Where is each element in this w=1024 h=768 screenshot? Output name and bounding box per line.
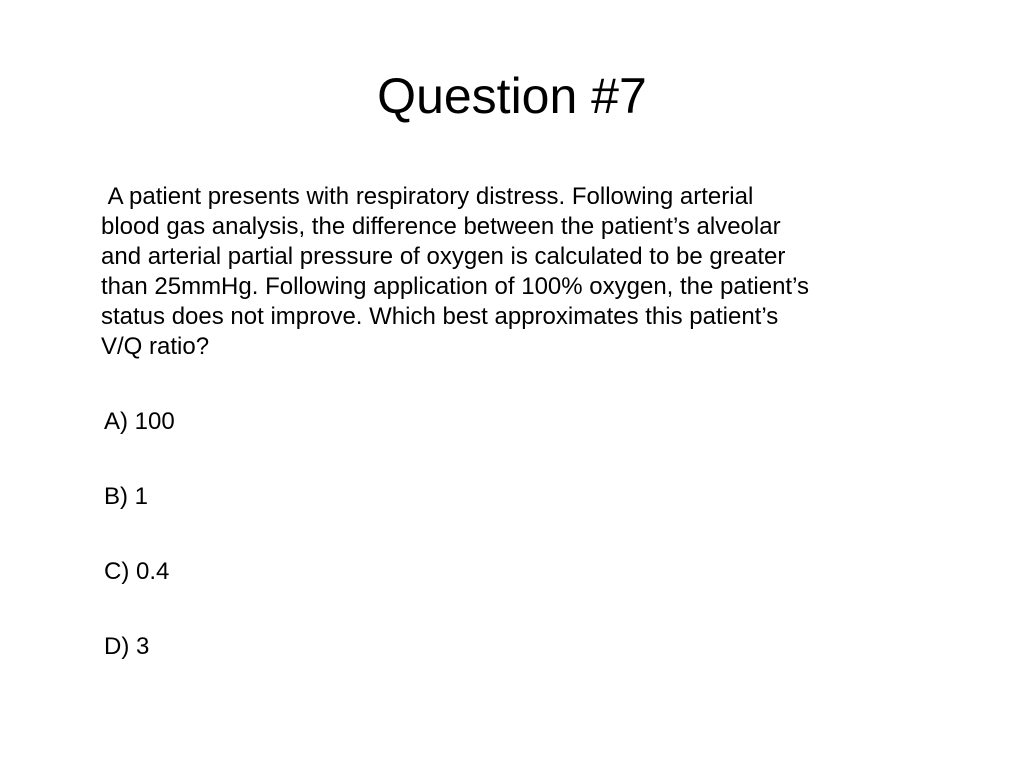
answer-option-a: A) 100	[104, 408, 175, 435]
answer-option-b: B) 1	[104, 483, 149, 510]
question-line: status does not improve. Which best approximates this patient’s	[101, 303, 779, 330]
question-line: than 25mmHg. Following application of 100% oxygen, the patient’s	[101, 273, 809, 300]
answer-option-d: D) 3	[104, 633, 150, 660]
question-line: blood gas analysis, the difference between the patient’s alveolar	[101, 213, 781, 240]
question-line: V/Q ratio?	[101, 333, 210, 360]
answer-option-c: C) 0.4	[104, 558, 170, 585]
question-line: A patient presents with respiratory distress. Following arterial	[101, 183, 754, 210]
question-text	[101, 182, 961, 362]
slide-title: Question #7	[377, 68, 647, 124]
question-line: and arterial partial pressure of oxygen is calculated to be greater	[101, 243, 786, 270]
answer-options	[104, 405, 175, 705]
